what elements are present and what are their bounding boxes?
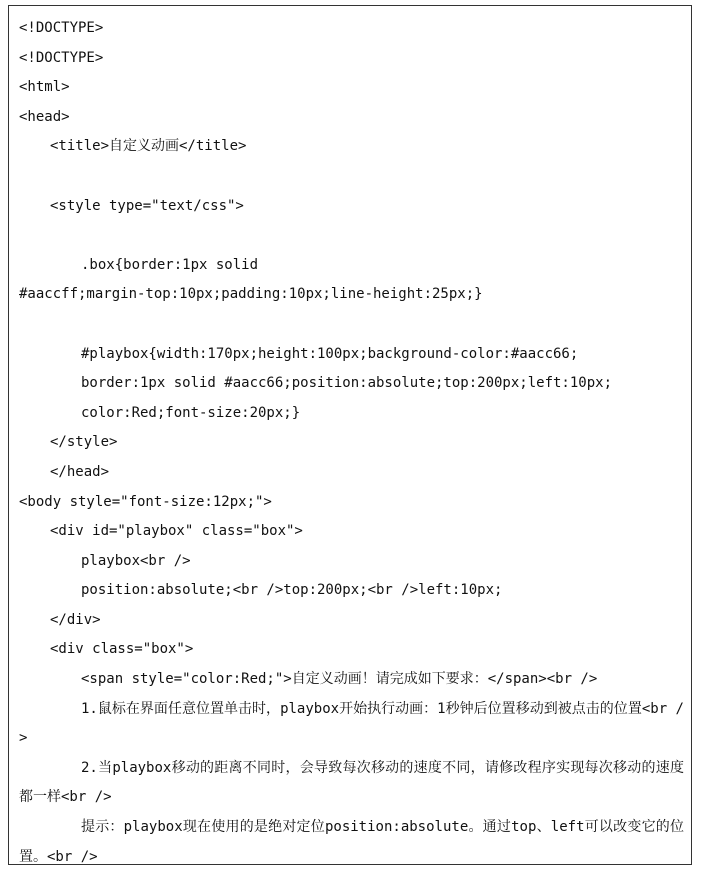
blank-line bbox=[19, 221, 684, 251]
code-line: <style type="text/css"> bbox=[50, 197, 244, 214]
code-line: </style> bbox=[50, 434, 118, 451]
code-line: <title>自定义动画</title> bbox=[50, 138, 247, 155]
code-paragraph: 提示：playbox现在使用的是绝对定位position:absolute。通过top、left可以改变它的位置。<br /> bbox=[19, 819, 684, 865]
code-line: <body style="font-size:12px;"> bbox=[19, 493, 272, 510]
blank-line bbox=[19, 162, 684, 192]
code-line: <!DOCTYPE> bbox=[19, 20, 104, 36]
code-line: #aaccff;margin-top:10px;padding:10px;line-height:25px;} bbox=[19, 286, 483, 303]
code-line: border:1px solid #aacc66;position:absolute;top:200px;left:10px; bbox=[81, 375, 613, 392]
blank-line bbox=[19, 310, 684, 340]
code-line: position:absolute;<br />top:200px;<br />left:10px; bbox=[81, 582, 503, 599]
code-line: <head> bbox=[19, 108, 70, 125]
code-line: .box{border:1px solid bbox=[81, 256, 259, 273]
code-line: color:Red;font-size:20px;} bbox=[81, 404, 301, 421]
code-line: <html> bbox=[19, 79, 70, 96]
code-line: <div id="playbox" class="box"> bbox=[50, 523, 303, 540]
code-line: </head> bbox=[50, 463, 110, 480]
code-line: <div class="box"> bbox=[50, 641, 194, 658]
code-paragraph: 2.当playbox移动的距离不同时，会导致每次移动的速度不同，请修改程序实现每次移动的速度都一样<br /> bbox=[19, 759, 684, 806]
code-line: </div> bbox=[50, 611, 101, 628]
code-listing bbox=[19, 14, 684, 872]
code-line: <span style="color:Red;">自定义动画！请完成如下要求：</span><br /> bbox=[81, 671, 598, 688]
code-line: #playbox{width:170px;height:100px;background-color:#aacc66; bbox=[81, 345, 579, 362]
code-paragraph: 1.鼠标在界面任意位置单击时，playbox开始执行动画：1秒钟后位置移动到被点击的位置<br /> bbox=[19, 700, 684, 747]
code-listing-frame bbox=[8, 5, 692, 865]
code-line: playbox<br /> bbox=[81, 552, 191, 569]
code-line: <!DOCTYPE> bbox=[19, 49, 104, 66]
